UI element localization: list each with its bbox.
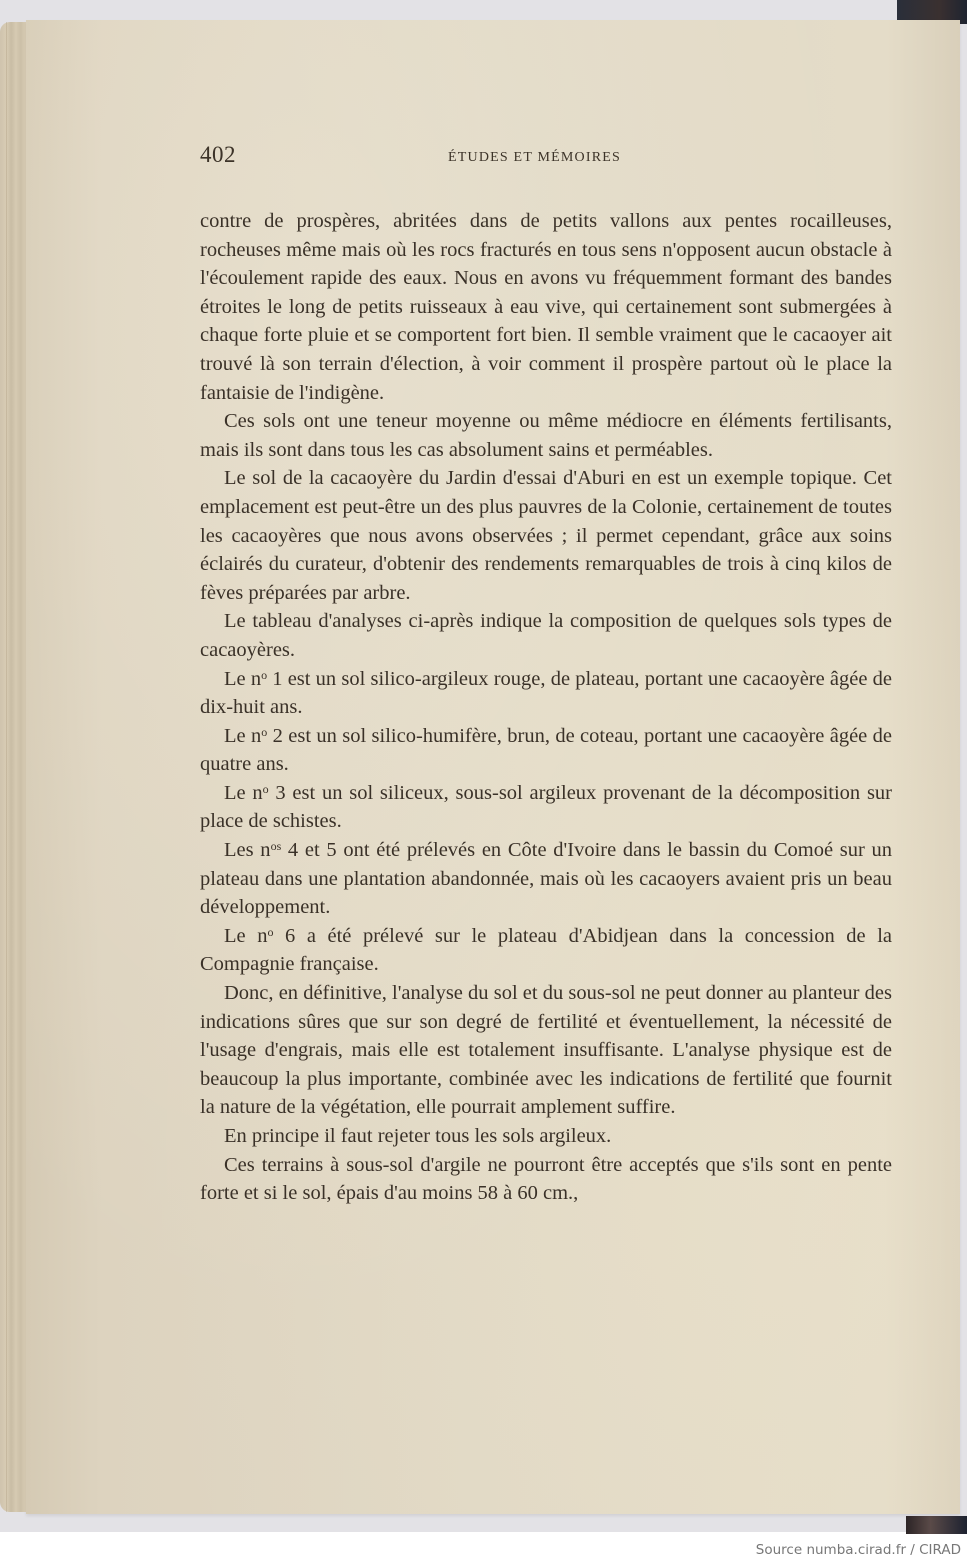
body-text (200, 207, 892, 1208)
paragraph: Le tableau d'analyses ci-après indique la composition de quelques sols types de cacaoyères. (200, 610, 892, 661)
paragraph-sample-6: Le $n^o$ 6 a été prélevé sur le plateau d'Abidjean dans la concession de la Compagnie française. (200, 924, 892, 976)
paragraph: contre de prospères, abritées dans de petits vallons aux pentes rocailleuses, rocheuses même mais où les rocs fracturés en tous sens n'opposent aucun obstacle à l'écoulement rapide des eaux. Nous en avons vu fréquemment formant des bandes étroites le long de petits ruisseaux à eau vive, qui certainement sont submergées à chaque forte pluie et se comportent fort bien. Il semble vraiment que le cacaoyer ait trouvé là son terrain d'élection, à voir comment il prospère partout où le place la fantaisie de l'indigène. (200, 210, 892, 404)
paragraph: Le sol de la cacaoyère du Jardin d'essai d'Aburi en est un exemple topique. Cet emplacement est peut-être un des plus pauvres de la Colonie, certainement de toutes les cacaoyères que nous avons observées ; il permet cependant, grâce aux soins éclairés du curateur, d'obtenir des rendements remarquables de trois à cinq kilos de fèves préparées par arbre. (200, 467, 892, 604)
page-number: 402 (200, 142, 236, 167)
paragraph-sample-1: Le $n^o$ 1 est un sol silico-argileux rouge, de plateau, portant une cacaoyère âgée de dix-huit ans. (200, 667, 892, 719)
running-head (200, 142, 900, 182)
book-binding-bottom (906, 1516, 967, 1534)
source-credit: Source numba.cirad.fr / CIRAD (755, 1542, 961, 1558)
paragraph-samples-4-5: Les $n^{os}$ 4 et 5 ont été prélevés en Côte d'Ivoire dans le bassin du Comoé sur un plateau dans une plantation abandonnée, mais où les cacaoyers avaient pris un beau développement. (200, 839, 893, 919)
paragraph: Donc, en définitive, l'analyse du sol et du sous-sol ne peut donner au planteur des indications sûres que sur son degré de fertilité et éventuellement, la nécessité de l'usage d'engrais, mais elle est totalement insuffisante. L'analyse physique est de beaucoup la plus importante, combinée avec les indications de fertilité que fournit la nature de la végétation, elle pourrait amplement suffire. (200, 982, 892, 1119)
paragraph: Ces sols ont une teneur moyenne ou même médiocre en éléments fertilisants, mais ils sont dans tous les cas absolument sains et perméables. (200, 410, 892, 461)
book-page (26, 20, 960, 1514)
paragraph-sample-3: Le $n^o$ 3 est un sol siliceux, sous-sol argileux provenant de la décomposition sur place de schistes. (200, 781, 892, 833)
paragraph: Ces terrains à sous-sol d'argile ne pourront être acceptés que s'ils sont en pente forte et si le sol, épais d'au moins 58 à 60 cm., (200, 1153, 892, 1205)
paragraph-sample-2: Le $n^o$ 2 est un sol silico-humifère, brun, de coteau, portant une cacaoyère âgée de quatre ans. (200, 724, 893, 776)
running-title: ÉTUDES ET MÉMOIRES (448, 150, 622, 165)
paragraph: En principe il faut rejeter tous les sols argileux. (224, 1125, 612, 1147)
